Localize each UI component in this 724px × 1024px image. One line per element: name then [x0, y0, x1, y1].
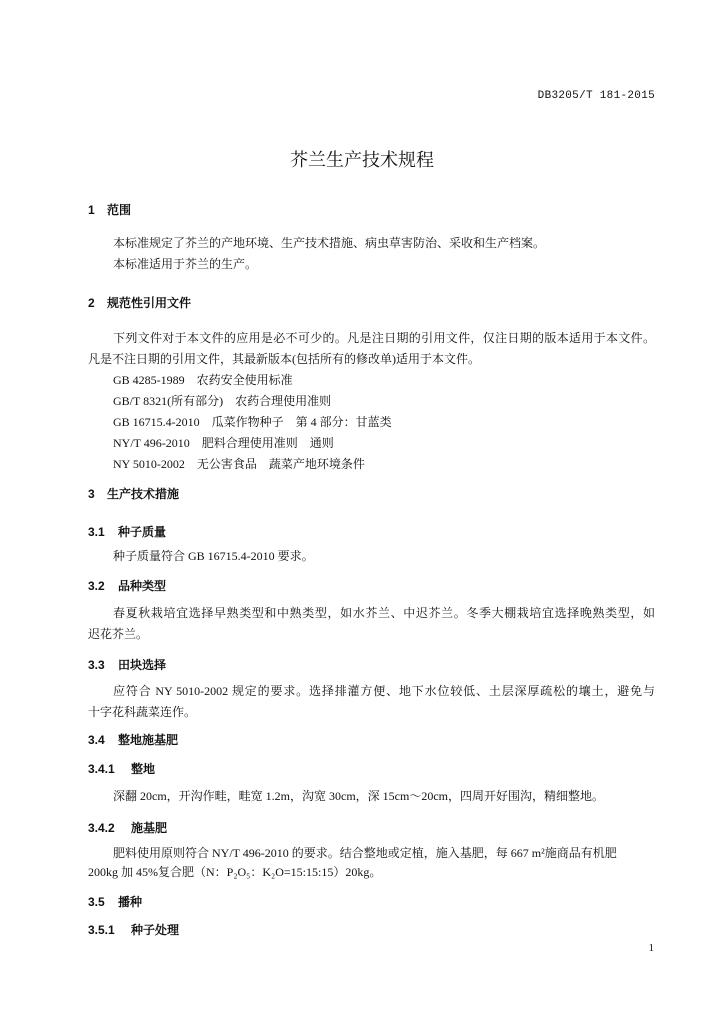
subsection-number: 3.2 [88, 579, 105, 593]
subsection-number: 3.1 [88, 525, 105, 539]
section-3-heading [88, 485, 179, 502]
subsection-number: 3.4 [88, 733, 105, 747]
reference-item: GB 4285-1989 农药安全使用标准 [113, 373, 293, 387]
reference-item: NY/T 496-2010 肥料合理使用准则 通则 [113, 436, 334, 450]
subsection-3-4-2-heading [88, 819, 167, 836]
subsection-title: 施基肥 [131, 821, 168, 835]
paragraph-line: 下列文件对于本文件的应用是必不可少的。凡是注日期的引用文件，仅注日期的版本适用于本文件。 [113, 331, 655, 345]
paragraph-line: 本标准规定了芥兰的产地环境、生产技术措施、病虫草害防治、采收和生产档案。 [113, 236, 546, 250]
subsection-3-4-heading [88, 731, 178, 748]
subsection-title: 整地 [131, 762, 156, 776]
reference-item: GB/T 8321(所有部分) 农药合理使用准则 [113, 394, 332, 408]
subsection-3-2-heading [88, 577, 166, 594]
subsection-title: 品种类型 [118, 579, 167, 593]
section-1-heading [88, 201, 131, 218]
paragraph-line: 十字花科蔬菜连作。 [88, 705, 197, 719]
section-title: 规范性引用文件 [107, 296, 192, 310]
page-number: 1 [648, 942, 654, 954]
section-number: 1 [88, 203, 95, 217]
subsection-title: 整地施基肥 [118, 733, 179, 747]
paragraph-line: 200kg 加 45%复合肥（N：P₂O₅：K₂O=15:15:15）20kg。 [88, 865, 382, 879]
paragraph-line: 春夏秋栽培宜选择早熟类型和中熟类型，如水芥兰、中迟芥兰。冬季大棚栽培宜选择晚熟类型，如 [113, 606, 655, 620]
subsection-title: 田块选择 [118, 658, 167, 672]
paragraph-line: 凡是不注日期的引用文件，其最新版本(包括所有的修改单)适用于本文件。 [88, 352, 480, 366]
paragraph-line: 种子质量符合 GB 16715.4-2010 要求。 [113, 549, 314, 563]
section-number: 2 [88, 296, 95, 310]
paragraph-line: 本标准适用于芥兰的生产。 [113, 257, 258, 271]
reference-item: GB 16715.4-2010 瓜菜作物种子 第 4 部分：甘蓝类 [113, 415, 392, 429]
subsection-number: 3.4.1 [88, 762, 115, 776]
paragraph-line: 迟花芥兰。 [88, 627, 149, 641]
subsection-number: 3.5 [88, 895, 105, 909]
subsection-3-1-heading [88, 523, 166, 540]
subsection-number: 3.3 [88, 658, 105, 672]
subsection-number: 3.5.1 [88, 923, 115, 937]
section-title: 范围 [107, 203, 132, 217]
reference-item: NY 5010-2002 无公害食品 蔬菜产地环境条件 [113, 457, 365, 471]
subsection-title: 种子处理 [131, 923, 180, 937]
subsection-3-5-1-heading [88, 921, 179, 938]
document-code: DB3205/T 181-2015 [537, 90, 655, 102]
section-2-heading [88, 294, 191, 311]
subsection-title: 播种 [118, 895, 143, 909]
paragraph-line: 肥料使用原则符合 NY/T 496-2010 的要求。结合整地或定植，施入基肥，每 667 m²施商品有机肥 [113, 846, 617, 860]
subsection-3-3-heading [88, 656, 166, 673]
section-number: 3 [88, 487, 95, 501]
section-title: 生产技术措施 [107, 487, 180, 501]
paragraph-line: 应符合 NY 5010-2002 规定的要求。选择排灌方便、地下水位较低、土层深厚疏松的壤土，避免与 [113, 684, 655, 698]
paragraph-line: 深翻 20cm，开沟作畦，畦宽 1.2m，沟宽 30cm，深 15cm～20cm，四周开好围沟，精细整地。 [113, 789, 604, 803]
subsection-3-5-heading [88, 893, 142, 910]
subsection-3-4-1-heading [88, 760, 155, 777]
page-title: 芥兰生产技术规程 [290, 150, 434, 170]
subsection-title: 种子质量 [118, 525, 167, 539]
subsection-number: 3.4.2 [88, 821, 115, 835]
